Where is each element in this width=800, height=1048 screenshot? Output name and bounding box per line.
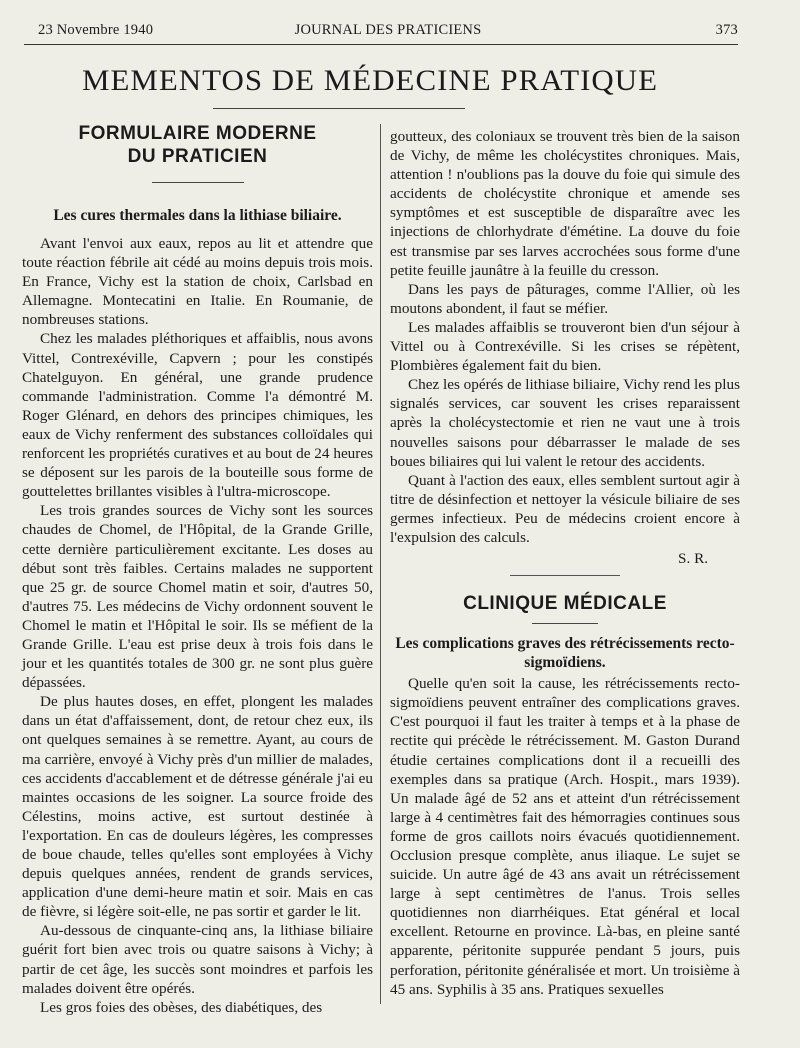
paragraph-continued: goutteux, des coloniaux se trouvent très bien de la saison de Vichy, de même les cholécystites chroniques. Mais, attention ! n'oublions pas la douve du foie qui simule des accidents de cholécystite chronique et amende ses symptômes et est susceptible de disparaître avec les injections de chlorhydrate d'émétine. La douve du foie est transmise par ses larves accrochées sous forme d'une petite feuille jaunâtre à la feuille du cresson. bbox=[390, 128, 740, 279]
paragraph: Avant l'envoi aux eaux, repos au lit et attendre que toute réaction fébrile ait cédé au moins depuis trois mois. En France, Vichy est la station de choix, Carlsbad en Allemagne. Montecatini en Italie. En Roumanie, de nombreuses stations. bbox=[22, 235, 373, 329]
title-rule bbox=[213, 108, 465, 109]
paragraph: Quelle qu'en soit la cause, les rétrécissements recto-sigmoïdiens peuvent entraîner des complications graves. C'est pourquoi il faut les traiter à temps et à la phase de rectite qui précède le rétrécissement. M. Gaston Durand étudie certaines complications dont il a recueilli des exemples dans sa pratique (Arch. Hospit., mars 1939). Un malade âgé de 52 ans et atteint d'un rétrécissement large à 4 centimètres fait des hémorragies continues sous forme de gros caillots noirs évacués quotidiennement. Occlusion presque complète, anus iliaque. Le sujet se suicide. Un autre âgé de 43 ans avait un rétrécissement large à sept centimètres de l'anus. Trois selles quotidiennes non diarrhéiques. Etat général et local excellent. Retourne en province. Là-bas, en pleine santé apparente, péritonite suppurée pendant 5 jours, puis perforation, péritonite généralisée et mort. Un troisième à 45 ans. Syphilis à 35 ans. Pratiques sexuelles bbox=[390, 675, 740, 998]
section-rule bbox=[152, 182, 244, 183]
page-title: MEMENTOS DE MÉDECINE PRATIQUE bbox=[81, 64, 659, 97]
paragraph: Chez les opérés de lithiase biliaire, Vichy rend les plus signalés services, car souvent les crises reparaissent après la cholécystectomie et rien ne vaut une à trois nouvelles saisons pour débarrasser le malade de ses boues biliaires qui lui valent le retour des accidents. bbox=[390, 376, 740, 470]
end-rule bbox=[510, 575, 620, 576]
paragraph: Dans les pays de pâturages, comme l'Allier, où les moutons abondent, il faut se méfier. bbox=[390, 280, 740, 317]
paragraph: Les gros foies des obèses, des diabétiques, des bbox=[40, 998, 323, 1016]
article-title-retrecissements: Les complications graves des rétrécissements recto-sigmoïdiens. bbox=[395, 635, 735, 672]
column-divider bbox=[380, 124, 381, 1004]
signature: S. R. bbox=[678, 550, 708, 568]
paragraph: Chez les malades pléthoriques et affaiblis, nous avons Vittel, Contrexéville, Capvern ; pour les constipés Chatelguyon. En général, une grande prudence commande l'administration. Comme l'a démontré M. Roger Glénard, en dehors des principes chimiques, les eaux de Vichy renferment des substances colloïdales qui renforcent les propriétés curatives et au bout de 24 heures se déposent sur les parois de la bouteille sous forme de gouttelettes brillantes visibles à l'ultra-microscope. bbox=[22, 330, 373, 501]
running-head bbox=[38, 22, 738, 42]
section-title-clinique: CLINIQUE MÉDICALE bbox=[463, 593, 667, 615]
issue-date: 23 Novembre 1940 bbox=[38, 22, 154, 38]
paragraph: Les trois grandes sources de Vichy sont les sources chaudes de Chomel, de l'Hôpital, de la Grande Grille, cette dernière particulièrement excitante. Les doses au début sont très faibles. Certains malades ne supportent que 25 gr. de source Chomel matin et soir, d'autres 50, d'autres 75. Les médecins de Vichy ordonnent souvent le Chomel le matin et l'Hôpital le soir. Ils se méfient de la Grande Grille. L'eau est prise deux à trois fois dans le jour et les quantités totales de 300 gr. ne sont plus guère dépassées. bbox=[22, 502, 373, 692]
paragraph: De plus hautes doses, en effet, plongent les malades dans un état d'affaissement, dont, de retour chez eux, ils ont quelques semaines à se remettre. Ayant, au cours de ma carrière, envoyé à Vichy près d'un millier de malades, ces accidents d'accablement et de détresse générale j'ai eu maintes occasions de les soigner. La source froide des Célestins, moins active, est surtout destinée à l'exportation. En cas de douleurs légères, les compresses de boue chaude, telles qu'elles sont employées à Vichy depuis quelques années, rendent de grands services, application d'une demi-heure matin et soir. Mais en cas de fièvre, si légère soit-elle, ne pas sortir et garder le lit. bbox=[22, 693, 373, 921]
journal-name: JOURNAL DES PRATICIENS bbox=[294, 22, 482, 38]
section-title-formulaire bbox=[22, 122, 373, 168]
paragraph: Quant à l'action des eaux, elles semblent surtout agir à titre de désinfection et nettoyer la vésicule biliaire de ses germes infectieux. Peu de médecins croient encore à l'expulsion des calculs. bbox=[390, 471, 740, 546]
section-rule bbox=[532, 623, 598, 624]
right-column bbox=[390, 127, 740, 999]
left-column bbox=[22, 122, 373, 1017]
section-title-line: DU PRATICIEN bbox=[127, 146, 268, 167]
article-title-lithiase: Les cures thermales dans la lithiase biliaire. bbox=[53, 207, 342, 224]
header-rule bbox=[24, 44, 738, 45]
paragraph: Au-dessous de cinquante-cinq ans, la lithiase biliaire guérit fort bien avec trois ou quatre saisons à Vichy; à partir de cet âge, les succès sont moindres et parfois les malades doivent être opérés. bbox=[22, 922, 373, 997]
page-number: 373 bbox=[715, 22, 738, 38]
paragraph: Les malades affaiblis se trouveront bien d'un séjour à Vittel ou à Contrexéville. Si les crises se répètent, Plombières également fait du bien. bbox=[390, 318, 740, 375]
section-title-line: FORMULAIRE MODERNE bbox=[78, 123, 317, 144]
